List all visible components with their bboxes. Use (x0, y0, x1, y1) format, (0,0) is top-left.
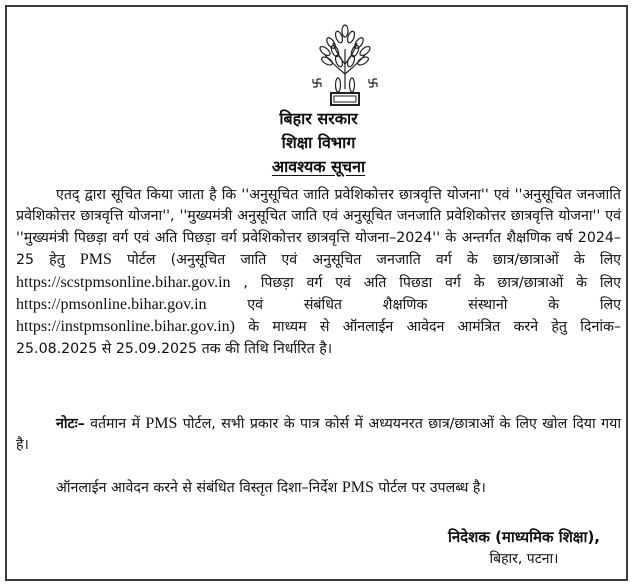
note-text: वर्तमान में (84, 416, 146, 432)
paragraph-text: , पिछड़ा वर्ग एवं अति पिछडा वर्ग के छात्र/छात्राओं के लिए (230, 274, 621, 291)
government-name: बिहार सरकार (279, 109, 358, 128)
note-paragraph (16, 413, 621, 457)
inst-portal-link[interactable]: https://instpmsonline.bihar.gov.in) (16, 318, 235, 336)
department-name: शिक्षा विभाग (281, 133, 356, 152)
paragraph-text: एवं संबंधित शैक्षणिक संस्थानो के लिए (206, 297, 621, 314)
scst-portal-link[interactable]: https://scstpmsonline.bihar.gov.in (16, 273, 231, 291)
signature-block (448, 527, 600, 568)
note-label: नोटः– (56, 416, 85, 432)
guidelines-paragraph (16, 477, 621, 499)
bihar-emblem-icon (303, 19, 387, 107)
note-text: पोर्टल, सभी प्रकार के पात्र कोर्स में अध्ययनरत छात्र/छात्राओं के लिए खोल दिया गया है। (16, 416, 621, 454)
paragraph-text: के माध्यम से ऑनलाईन आवेदन आमंत्रित करने हेतु दिनांक–25.08.2025 से 25.09.2025 तक की तिथि निर्धारित है। (16, 319, 621, 357)
main-paragraph (16, 185, 621, 360)
pms-text: PMS (145, 415, 178, 432)
guidelines-text: ऑनलाईन आवेदन करने से संबंधित विस्तृत दिशा–निर्देश (56, 480, 342, 496)
guidelines-text: पोर्टल पर उपलब्ध है। (373, 480, 486, 496)
signatory-place: बिहार, पटना। (489, 551, 559, 567)
signatory-title: निदेशक (माध्यमिक शिक्षा), (447, 528, 600, 546)
paragraph-text: पोर्टल (अनुसूचित जाति एवं अनुसूचित जनजाति वर्ग के छात्र/छात्राओं के लिए (111, 252, 621, 269)
paragraph-text: एतद् द्वारा सूचित किया जाता है कि ''अनुसूचित जाति प्रवेशिकोत्तर छात्रवृत्ति योजना'' एवं ''अनुसूचित जनजाति प्रवेशिकोत्तर छात्रवृत्ति योजना'', ''मुख्यमंत्री अनुसूचित जाति एवं अनुसूचित जनजाति प्रवेशिकोत्तर छात्रवृत्ति योजना'' एवं ''मुख्यमंत्री पिछड़ा वर्ग एवं अति पिछड़ा वर्ग प्रवेशिकोत्तर छात्रवृत्ति योजना–2024'' के अन्तर्गत शैक्षणिक वर्ष 2024–25 हेतु (16, 187, 621, 269)
pms-text: PMS (79, 251, 112, 269)
pms-portal-link[interactable]: https://pmsonline.bihar.gov.in (16, 296, 207, 314)
pms-text: PMS (341, 479, 374, 496)
notice-title: आवश्यक सूचना (271, 157, 366, 176)
notice-document (5, 5, 628, 581)
